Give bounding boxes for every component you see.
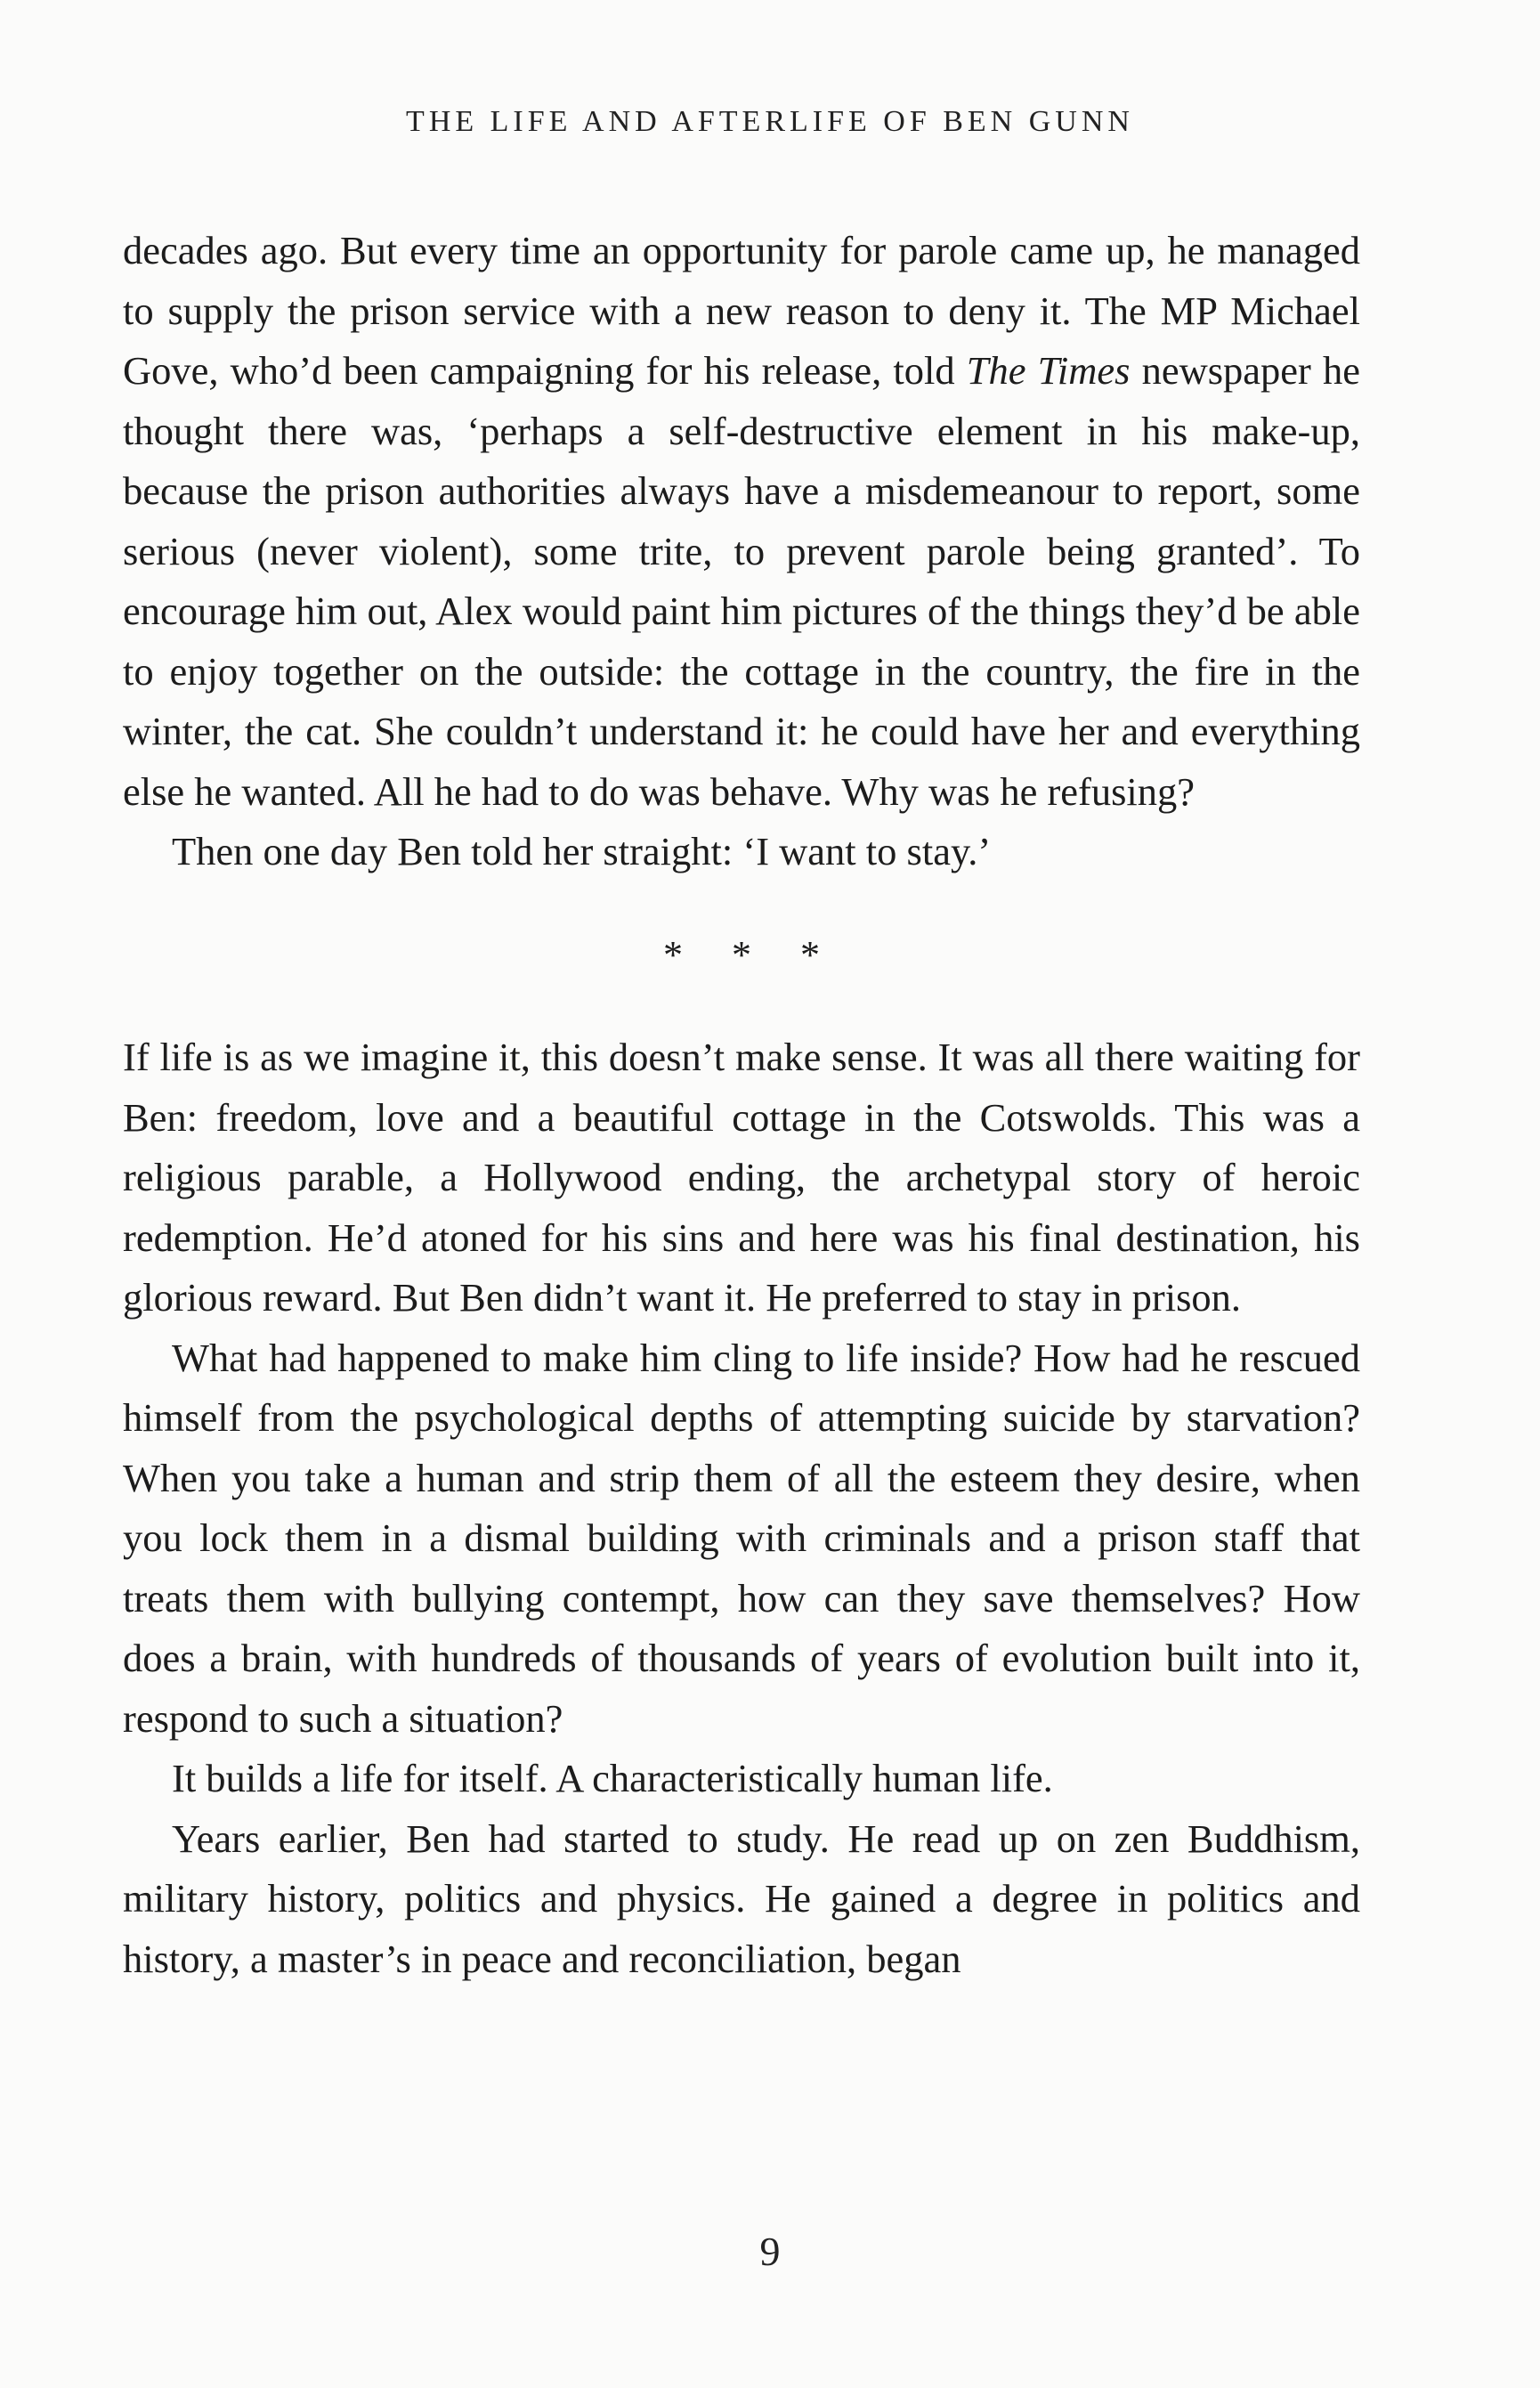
italic-publication-title: The Times (966, 348, 1131, 393)
body-text (123, 221, 1360, 1989)
paragraph (123, 221, 1360, 822)
page-number: 9 (759, 2229, 781, 2274)
paragraph: Years earlier, Ben had started to study. He read up on zen Buddhism, military history, politics and physics. He gained a degree in politics and history, a master’s in peace and reconciliation, began (123, 1815, 1360, 1981)
paragraph: If life is as we imagine it, this doesn’t make sense. It was all there waiting for Ben: freedom, love and a beautiful cottage in the Cotswolds. This was a religious parable, a Hollywood ending, the archetypal story of heroic redemption. He’d atoned for his sins and here was his final destination, his glorious reward. But Ben didn’t want it. He preferred to stay in prison. (123, 1035, 1360, 1320)
paragraph-text: newspaper he thought there was, ‘perhaps a self-destructive element in his make-up, because the prison authorities always have a misdemeanour to report, some serious (never violent), some trite, to prevent parole being granted’. To encourage him out, Alex would paint him pictures of the things they’d be able to enjoy together on the outside: the cottage in the country, the fire in the winter, the cat. She couldn’t understand it: he could have her and everything else he wanted. All he had to do was behave. Why was he refusing? (123, 348, 1360, 814)
scene-break: * * * (663, 932, 839, 977)
paragraph: What had happened to make him cling to life inside? How had he rescued himself from the psychological depths of attempting suicide by starvation? When you take a human and strip them of all the esteem they desire, when you lock them in a dismal building with criminals and a prison staff that treats them with bullying contempt, how can they save themselves? How does a brain, with hundreds of thousands of years of evolution built into it, respond to such a situation? (123, 1335, 1360, 1741)
paragraph-text: decades ago. But every time an opportunity for parole came up, he managed to supply the prison service with a new reason to deny it. The MP Michael Gove, who’d been campaigning for his release, told (123, 228, 1360, 393)
running-head: THE LIFE AND AFTERLIFE OF BEN GUNN (406, 105, 1134, 138)
paragraph: Then one day Ben told her straight: ‘I want to stay.’ (172, 829, 992, 873)
paragraph: It builds a life for itself. A characteristically human life. (172, 1756, 1053, 1800)
